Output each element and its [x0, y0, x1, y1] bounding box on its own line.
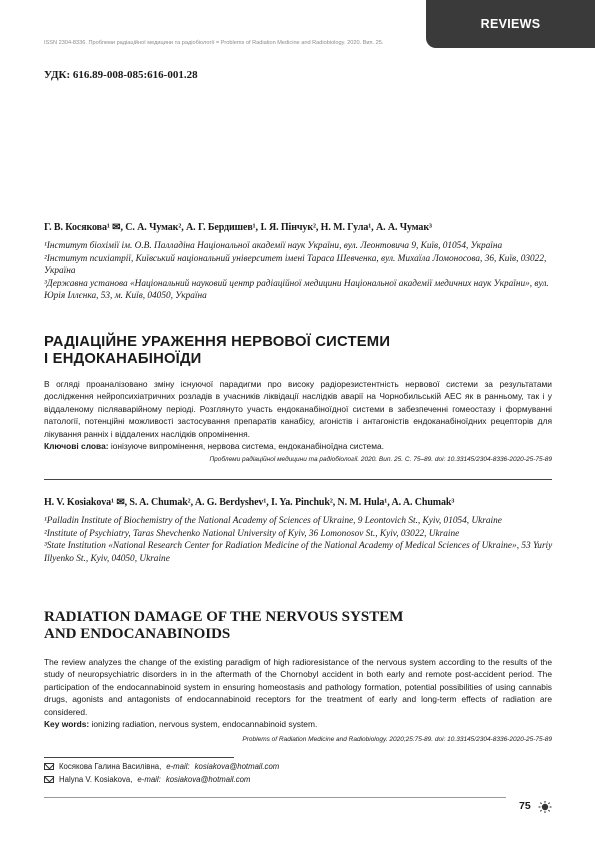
keywords-ua-text: іонізуюче випромінення, нервова система, ендоканабіноїдна система.: [110, 441, 384, 451]
affiliation-en-2: ²Institute of Psychiatry, Taras Shevchenko National University of Kyiv, 36 Lomonosov St., Kyiv, 03022, Ukraine: [44, 528, 460, 539]
contact-en: [44, 775, 250, 784]
envelope-icon: [44, 776, 54, 783]
title-en: [44, 609, 403, 643]
envelope-icon: [44, 763, 54, 770]
contact-en-email-label: e-mail:: [137, 775, 161, 784]
contact-ua-email-label: e-mail:: [166, 762, 190, 771]
footnote-divider: [44, 757, 234, 758]
title-en-line-2: AND ENDOCANABINOIDS: [44, 626, 231, 642]
title-ua-line-1: РАДІАЦІЙНЕ УРАЖЕННЯ НЕРВОВОЇ СИСТЕМИ: [44, 334, 391, 350]
journal-running-header: ISSN 2304-8336. Проблеми радіаційної медицини та радіобіології = Problems of Radiation Medicine and Radiobiology. 2020. Вип. 25.: [44, 40, 384, 46]
affiliation-ua-3: ³Державна установа «Національний науковий центр радіаційної медицини Національної академії медичних наук України», вул. Юрія Іллєнка, 53, м. Київ, 04050, Україна: [44, 278, 549, 301]
affiliations-ua: [44, 240, 554, 303]
udc-code: УДК: 616.89-008-085:616-001.28: [44, 69, 198, 81]
keywords-en: [44, 718, 552, 730]
abstract-en: The review analyzes the change of the existing paradigm of high radioresistance of the nervous system according to the results of the study of neuropsychiatric disorders in in the aftermath of the Chornobyl accident in both early and remote post-accident period. The participation of the endocannabinoid system in ensuring homeostasis and pathology formation, potential possibilities of using cannabis drugs, agonists and antagonists of endocannabinoid receptors for the treatment of early and long-term effects of radiation are considered.: [44, 657, 552, 717]
affiliation-ua-2: ²Інститут психіатрії, Київський національний університет імені Тараса Шевченка, вул. Михаїла Ломоносова, 36, Київ, 03022, Україна: [44, 253, 547, 276]
journal-logo-icon: [538, 801, 552, 813]
affiliation-en-3: ³State Institution «National Research Center for Radiation Medicine of the National Academy of Medical Sciences of Ukraine», 53 Yuriy Illyenko St., Kyiv, 04050, Ukraine: [44, 541, 553, 564]
affiliations-en: [44, 515, 554, 565]
citation-ua: Проблеми радіаційної медицини та радіобіології. 2020. Вип. 25. С. 75–89. doi: 10.33145/2304-8336-2020-25-75-89: [209, 456, 552, 463]
authors-en: H. V. Kosiakova¹ ✉, S. A. Chumak², A. G. Berdyshev¹, I. Ya. Pinchuk², N. M. Hula¹, A. A. Chumak³: [44, 497, 455, 508]
citation-en: Problems of Radiation Medicine and Radiobiology. 2020;25:75-89. doi: 10.33145/2304-8336-2020-25-75-89: [242, 736, 552, 743]
contact-ua: [44, 762, 279, 771]
keywords-ua: [44, 440, 552, 452]
abstract-ua: В огляді проаналізовано зміну існуючої парадигми про високу радіорезистентність нервової системи за результатами дослідження нейропсихіатричних розладів в учасників ліквідації наслідків аварії на Чорнобильській АЕС як в ранньому, так і у віддаленому післяаварійному періоді. Розглянуто участь ендоканабіноїдної системи в забезпеченні гомеостазу і формуванні патології, потенційні можливості застосування препаратів канабісу, агоністів і антагоністів ендоканабіноїдних рецепторів для лікування ранніх і віддалених наслідків опромінення.: [44, 379, 552, 439]
authors-ua: Г. В. Косякова¹ ✉, С. А. Чумак², А. Г. Бердишев¹, І. Я. Пінчук², Н. М. Гула¹, А. А. Чумак³: [44, 222, 432, 233]
contact-ua-name: Косякова Галина Василівна,: [59, 762, 162, 771]
affiliation-ua-1: ¹Інститут біохімії ім. О.В. Палладіна Національної академії наук України, вул. Леонтовича 9, Київ, 01054, Україна: [44, 241, 503, 251]
page-number: 75: [519, 800, 531, 812]
keywords-en-text: ionizing radiation, nervous system, endocannabinoid system.: [91, 719, 318, 729]
section-tab: REVIEWS: [426, 0, 595, 48]
contact-en-email[interactable]: kosiakova@hotmail.com: [165, 775, 251, 784]
keywords-ua-label: Ключові слова:: [44, 441, 109, 451]
title-en-line-1: RADIATION DAMAGE OF THE NERVOUS SYSTEM: [44, 609, 404, 625]
affiliation-en-1: ¹Palladin Institute of Biochemistry of the National Academy of Sciences of Ukraine, 9 Leontovich St., Kyiv, 01054, Ukraine: [44, 516, 502, 526]
contact-ua-email[interactable]: kosiakova@hotmail.com: [194, 762, 280, 771]
section-divider: [44, 479, 552, 480]
contact-en-name: Halyna V. Kosiakova,: [59, 775, 133, 784]
title-ua-line-2: І ЕНДОКАНАБІНОЇДИ: [44, 351, 202, 367]
keywords-en-label: Key words:: [44, 719, 90, 729]
title-ua: [44, 334, 390, 368]
footer-divider: [44, 797, 506, 798]
